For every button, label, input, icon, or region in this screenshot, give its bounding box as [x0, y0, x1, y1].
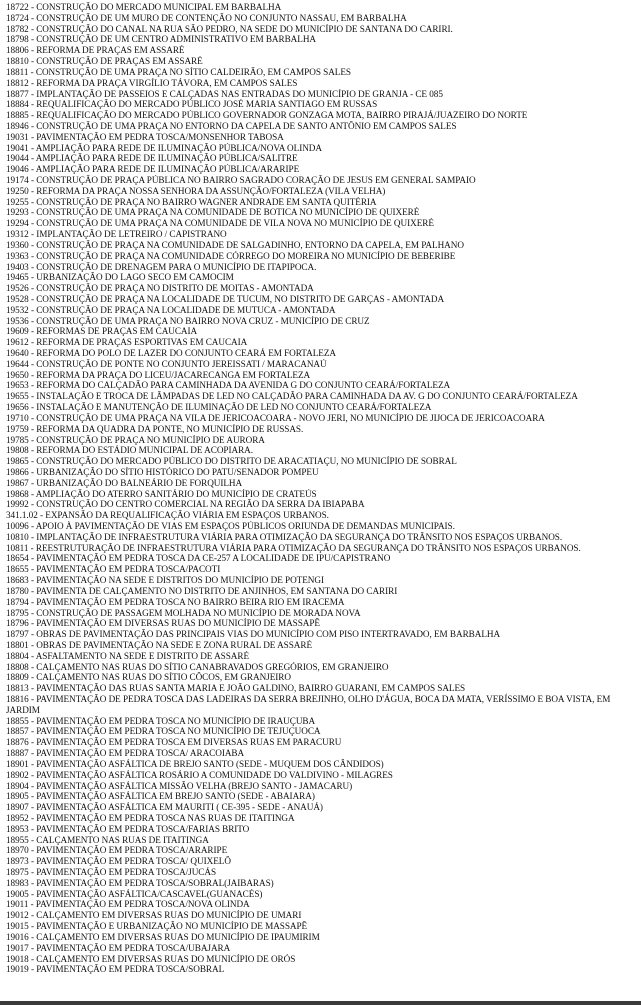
- bottom-edge-bar: [0, 1001, 641, 1005]
- document-line: 19403 - CONSTRUÇÃO DE DRENAGEM PARA O MUNICÍPIO DE ITAPIPOCA.: [6, 261, 317, 272]
- document-line: 18952 - PAVIMENTAÇÃO EM PEDRA TOSCA NAS RUAS DE ITAITINGA: [6, 812, 295, 823]
- document-line: 10810 - IMPLANTAÇÃO DE INFRAESTRUTURA VIÁRIA PARA OTIMIZAÇÃO DA SEGURANÇA DO TRÂNSITO NOS ESPAÇOS URBANOS.: [6, 531, 563, 542]
- document-line: 19360 - CONSTRUÇÃO DE PRAÇA NA COMUNIDADE DE SALGADINHO, ENTORNO DA CAPELA, EM PALHANO: [6, 239, 464, 250]
- document-line: 18813 - PAVIMENTAÇÃO DAS RUAS SANTA MARIA E JOÃO GALDINO, BAIRRO GUARANI, EM CAMPOS SALES: [6, 683, 466, 694]
- document-line: 18782 - CONSTRUÇÃO DO CANAL NA RUA SÃO PEDRO, NA SEDE DO MUNICÍPIO DE SANTANA DO CARIRI.: [6, 23, 453, 34]
- document-line: 19174 - CONSTRUÇÃO DE PRAÇA PÚBLICA NO BAIRRO SAGRADO CORAÇÃO DE JESUS EM GENERAL SAMPAIO: [6, 175, 476, 185]
- document-line: 18877 - IMPLANTAÇÃO DE PASSEIOS E CALÇADAS NAS ENTRADAS DO MUNICÍPIO DE GRANJA - CE 085: [6, 88, 443, 99]
- document-line: 18955 - CALÇAMENTO NAS RUAS DE ITAITINGA: [6, 834, 209, 845]
- document-line: 19609 - REFORMAS DE PRAÇAS EM CAUCAIA: [6, 326, 198, 337]
- document-line: 19019 - PAVIMENTAÇÃO EM PEDRA TOSCA/SOBRAL: [6, 964, 225, 975]
- document-line: 18946 - CONSTRUÇÃO DE UMA PRAÇA NO ENTORNO DA CAPELA DE SANTO ANTÔNIO EM CAMPOS SALES: [6, 120, 457, 131]
- document-line: 19255 - CONSTRUÇÃO DE PRAÇA NO BAIRRO WAGNER ANDRADE EM SANTA QUITÉRIA: [6, 196, 377, 207]
- document-line: 18794 - PAVIMENTAÇÃO EM PEDRA TOSCA NO BAIRRO BEIRA RIO EM IRACEMA: [6, 596, 345, 607]
- document-line: 19363 - CONSTRUÇÃO DE PRAÇA NA COMUNIDADE CÓRREGO DO MOREIRA NO MUNICÍPIO DE BEBERIBE: [6, 250, 456, 261]
- document-line: 19868 - AMPLIAÇÃO DO ATERRO SANITÁRIO DO MUNICÍPIO DE CRATEÚS: [6, 488, 317, 499]
- document-line: 19005 - PAVIMENTAÇÃO ASFÁLTICA/CASCAVEL(GUANACÉS): [6, 888, 263, 899]
- document-line: 18857 - PAVIMENTAÇÃO EM PEDRA TOSCA NO MUNICÍPIO DE TEJUÇUOCA: [6, 726, 321, 737]
- document-line: 19612 - REFORMA DE PRAÇAS ESPORTIVAS EM CAUCAIA: [6, 337, 248, 348]
- document-line: 19041 - AMPLIAÇÃO PARA REDE DE ILUMINAÇÃO PÚBLICA/NOVA OLINDA: [6, 142, 322, 153]
- document-line: 18797 - OBRAS DE PAVIMENTAÇÃO DAS PRINCIPAIS VIAS DO MUNICÍPIO COM PISO INTERTRAVADO, EM BARBALHA: [6, 629, 501, 640]
- document-line: 19640 - REFORMA DO POLO DE LAZER DO CONJUNTO CEARÁ EM FORTALEZA: [6, 348, 336, 358]
- document-line: 18780 - PAVIMENTA DE CALÇAMENTO NO DISTRITO DE ANJINHOS, EM SANTANA DO CARIRI: [6, 585, 398, 596]
- document-line: 19015 - PAVIMENTAÇÃO E URBANIZAÇÃO NO MUNICÍPIO DE MASSAPÊ: [6, 921, 308, 932]
- document-line: 19653 - REFORMA DO CALÇADÃO PARA CAMINHADA DA AVENIDA G DO CONJUNTO CEARÁ/FORTALEZA: [6, 380, 451, 391]
- document-line: 18887 - PAVIMENTAÇÃO EM PEDRA TOSCA/ ARACOIABA: [6, 748, 245, 759]
- document-line: 19866 - URBANIZAÇÃO DO SÍTIO HISTÓRICO DO PATU/SENADOR POMPEU: [6, 466, 319, 477]
- document-line: 18885 - REQUALIFICAÇÃO DO MERCADO PÚBLICO GOVERNADOR GONZAGA MOTA, BAIRRO PIRAJÁ/JUAZEIRO DO NORTE: [6, 110, 528, 121]
- document-line: 18876 - PAVIMENTAÇÃO EM PEDRA TOSCA EM DIVERSAS RUAS EM PARACURU: [6, 737, 342, 748]
- document-line: 19046 - AMPLIAÇÃO PARA REDE DE ILUMINAÇÃO PÚBLICA/ARARIPE: [6, 164, 300, 175]
- document-line: 19465 - URBANIZAÇÃO DO LAGO SECO EM CAMOCIM: [6, 272, 234, 283]
- document-line: 18907 - PAVIMENTAÇÃO ASFÁLTICA EM MAURITI ( CE-395 - SEDE - ANAUÁ): [6, 802, 323, 813]
- document-line: 19044 - AMPLIAÇÃO PARA REDE DE ILUMINAÇÃO PÚBLICA/SALITRE: [6, 153, 298, 164]
- document-line: 19293 - CONSTRUÇÃO DE UMA PRAÇA NA COMUNIDADE DE BOTICA NO MUNICÍPIO DE QUIXERÉ: [6, 207, 420, 218]
- document-line: 18855 - PAVIMENTAÇÃO EM PEDRA TOSCA NO MUNICÍPIO DE IRAUÇUBA: [6, 715, 316, 726]
- document-line: 19250 - REFORMA DA PRAÇA NOSSA SENHORA DA ASSUNÇÃO/FORTALEZA (VILA VELHA): [6, 185, 386, 196]
- document-line: 18975 - PAVIMENTAÇÃO EM PEDRA TOSCA/JUCÁS: [6, 867, 217, 877]
- document-line: 19536 - CONSTRUÇÃO DE UMA PRAÇA NO BAIRRO NOVA CRUZ - MUNICÍPIO DE CRUZ: [6, 315, 370, 326]
- document-line: 18811 - CONSTRUÇÃO DE UMA PRAÇA NO SÍTIO CALDEIRÃO, EM CAMPOS SALES: [6, 66, 351, 77]
- document-line: 18901 - PAVIMENTAÇÃO ASFÁLTICA DE BREJO SANTO (SEDE - MUQUEM DOS CÂNDIDOS): [6, 758, 384, 769]
- document-line: 19656 - INSTALAÇÃO E MANUTENÇÃO DE ILUMINAÇÃO DE LED NO CONJUNTO CEARÁ/FORTALEZA: [6, 402, 432, 413]
- document-line: 18905 - PAVIMENTAÇÃO ASFÁLTICA EM BREJO SANTO (SEDE - ABAIARA): [6, 791, 315, 802]
- document-line: 19992 - CONSTRUÇÃO DO CENTRO COMERCIAL NA REGIÃO DA SERRA DA IBIAPABA: [6, 499, 365, 510]
- document-line: 19031 - PAVIMENTAÇÃO EM PEDRA TOSCA/MONSENHOR TABOSA: [6, 131, 284, 142]
- document-line: 18801 - OBRAS DE PAVIMENTAÇÃO NA SEDE E ZONA RURAL DE ASSARÉ: [6, 639, 313, 650]
- document-line: 19526 - CONSTRUÇÃO DE PRAÇA NO DISTRITO DE MOITAS - AMONTADA: [6, 283, 314, 294]
- document-line: 18810 - CONSTRUÇÃO DE PRAÇAS EM ASSARÉ: [6, 56, 203, 67]
- document-line: 18983 - PAVIMENTAÇÃO EM PEDRA TOSCA/SOBRAL(JAIBARAS): [6, 877, 274, 888]
- document-line: 19644 - CONSTRUÇÃO DE PONTE NO CONJUNTO JEREISSATI / MARACANAÚ: [6, 358, 327, 369]
- document-line: 18796 - PAVIMENTAÇÃO EM DIVERSAS RUAS DO MUNICÍPIO DE MASSAPÊ: [6, 618, 320, 629]
- document-line: 18808 - CALÇAMENTO NAS RUAS DO SÍTIO CANABRAVADOS GREGÓRIOS, EM GRANJEIRO: [6, 661, 389, 672]
- document-line: 19710 - CONSTRUÇÃO DE UMA PRAÇA NA VILA DE JERICOACOARA - NOVO JERI, NO MUNICÍPIO DE JIJOCA DE JERICOACOARA: [6, 412, 545, 423]
- document-line: 10811 - REESTRUTURAÇÃO DE INFRAESTRUTURA VIÁRIA PARA OTIMIZAÇÃO DA SEGURANÇA DO TRÂNSITO NOS ESPAÇOS URBANOS.: [6, 542, 581, 553]
- document-line: 10096 - APOIO À PAVIMENTAÇÃO DE VIAS EM ESPAÇOS PÚBLICOS ORIUNDA DE DEMANDAS MUNICIPAIS.: [6, 521, 455, 531]
- document-line: 18806 - REFORMA DE PRAÇAS EM ASSARÉ: [6, 45, 185, 56]
- document-line: 18970 - PAVIMENTAÇÃO EM PEDRA TOSCA/ARARIPE: [6, 845, 228, 856]
- document-line: 19016 - CALÇAMENTO EM DIVERSAS RUAS DO MUNICÍPIO DE IPAUMIRIM: [6, 931, 320, 942]
- document-line: 18722 - CONSTRUÇÃO DO MERCADO MUNICIPAL EM BARBALHA: [6, 2, 282, 12]
- document-line: 19808 - REFORMA DO ESTÁDIO MUNICIPAL DE ACOPIARA.: [6, 445, 253, 456]
- document-line: 18795 - CONSTRUÇÃO DE PASSAGEM MOLHADA NO MUNICÍPIO DE MORADA NOVA: [6, 607, 361, 618]
- document-line: 18812 - REFORMA DA PRAÇA VIRGÍLIO TÁVORA, EM CAMPOS SALES: [6, 77, 298, 88]
- document-line: 19785 - CONSTRUÇÃO DE PRAÇA NO MUNICÍPIO DE AURORA: [6, 434, 265, 445]
- document-line: 18724 - CONSTRUÇÃO DE UM MURO DE CONTENÇÃO NO CONJUNTO NASSAU, EM BARBALHA: [6, 12, 407, 23]
- document-line: 19532 - CONSTRUÇÃO DE PRAÇA NA LOCALIDADE DE MUTUCA - AMONTADA: [6, 304, 336, 315]
- document-line: 19018 - CALÇAMENTO EM DIVERSAS RUAS DO MUNICÍPIO DE ORÓS: [6, 953, 296, 964]
- document-line: 18904 - PAVIMENTAÇÃO ASFÁLTICA MISSÃO VELHA (BREJO SANTO - JAMACARU): [6, 780, 353, 791]
- document-line: 19528 - CONSTRUÇÃO DE PRAÇA NA LOCALIDADE DE TUCUM, NO DISTRITO DE GARÇAS - AMONTADA: [6, 293, 445, 304]
- document-line: 19650 - REFORMA DA PRAÇA DO LICEU/JACARECANGA EM FORTALEZA: [6, 369, 311, 380]
- document-line: 19867 - URBANIZAÇÃO DO BALNEÁRIO DE FORQUILHA: [6, 477, 243, 488]
- document-line: 18809 - CALÇAMENTO NAS RUAS DO SÍTIO CÔCOS, EM GRANJEIRO: [6, 672, 291, 683]
- document-line: 18973 - PAVIMENTAÇÃO EM PEDRA TOSCA/ QUIXELÔ: [6, 856, 231, 867]
- document-line: 18902 - PAVIMENTAÇÃO ASFÁLTICA ROSÁRIO A COMUNIDADE DO VALDIVINO - MILAGRES: [6, 769, 393, 780]
- document-line: 19312 - IMPLANTAÇÃO DE LETREIRO / CAPISTRANO: [6, 229, 227, 240]
- document-line: 18798 - CONSTRUÇÃO DE UM CENTRO ADMINISTRATIVO EM BARBALHA: [6, 34, 316, 45]
- document-line: 19011 - PAVIMENTAÇÃO EM PEDRA TOSCA/NOVA OLINDA: [6, 899, 250, 910]
- document-line: 19865 - CONSTRUÇÃO DO MERCADO PÚBLICO DO DISTRITO DE ARACATIAÇU, NO MUNICÍPIO DE SOBRAL: [6, 456, 457, 467]
- document-body: [6, 2, 637, 975]
- document-line: 18654 - PAVIMENTAÇÃO EM PEDRA TOSCA DA CE-257 A LOCALIDADE DE IPU/CAPISTRANO: [6, 553, 391, 564]
- document-line: 18884 - REQUALIFICAÇÃO DO MERCADO PÚBLICO JOSÉ MARIA SANTIAGO EM RUSSAS: [6, 99, 378, 110]
- document-line: 19759 - REFORMA DA QUADRA DA PONTE, NO MUNICÍPIO DE RUSSAS.: [6, 423, 304, 434]
- document-line: 18655 - PAVIMENTAÇÃO EM PEDRA TOSCA/PACOTI: [6, 564, 221, 575]
- document-line: 18953 - PAVIMENTAÇÃO EM PEDRA TOSCA/FARIAS BRITO: [6, 823, 250, 834]
- document-line: 19655 - INSTALAÇÃO E TROCA DE LÂMPADAS DE LED NO CALÇADÃO PARA CAMINHADA DA AV. G DO CONJUNTO CEARÁ/FORTALEZA: [6, 391, 578, 402]
- document-line: 19012 - CALÇAMENTO EM DIVERSAS RUAS DO MUNICÍPIO DE UMARI: [6, 910, 302, 921]
- document-line: 18816 - PAVIMENTAÇÃO DE PEDRA TOSCA DAS LADEIRAS DA SERRA BREJINHO, OLHO D'ÁGUA, BOCA DA MATA, VERÍSSIMO E BOA VISTA, EM JARDIM: [6, 694, 611, 715]
- document-line: 19294 - CONSTRUÇÃO DE UMA PRAÇA NA COMUNIDADE DE VILA NOVA NO MUNICÍPIO DE QUIXERÉ: [6, 218, 434, 229]
- document-line: 18804 - ASFALTAMENTO NA SEDE E DISTRITO DE ASSARÉ: [6, 650, 250, 661]
- document-line: 341.1.02 - EXPANSÃO DA REQUALIFICAÇÃO VIÁRIA EM ESPAÇOS URBANOS.: [6, 510, 329, 521]
- document-line: 18683 - PAVIMENTAÇÃO NA SEDE E DISTRITOS DO MUNICÍPIO DE POTENGI: [6, 575, 324, 586]
- document-line: 19017 - PAVIMENTAÇÃO EM PEDRA TOSCA/UBAJARA: [6, 942, 231, 953]
